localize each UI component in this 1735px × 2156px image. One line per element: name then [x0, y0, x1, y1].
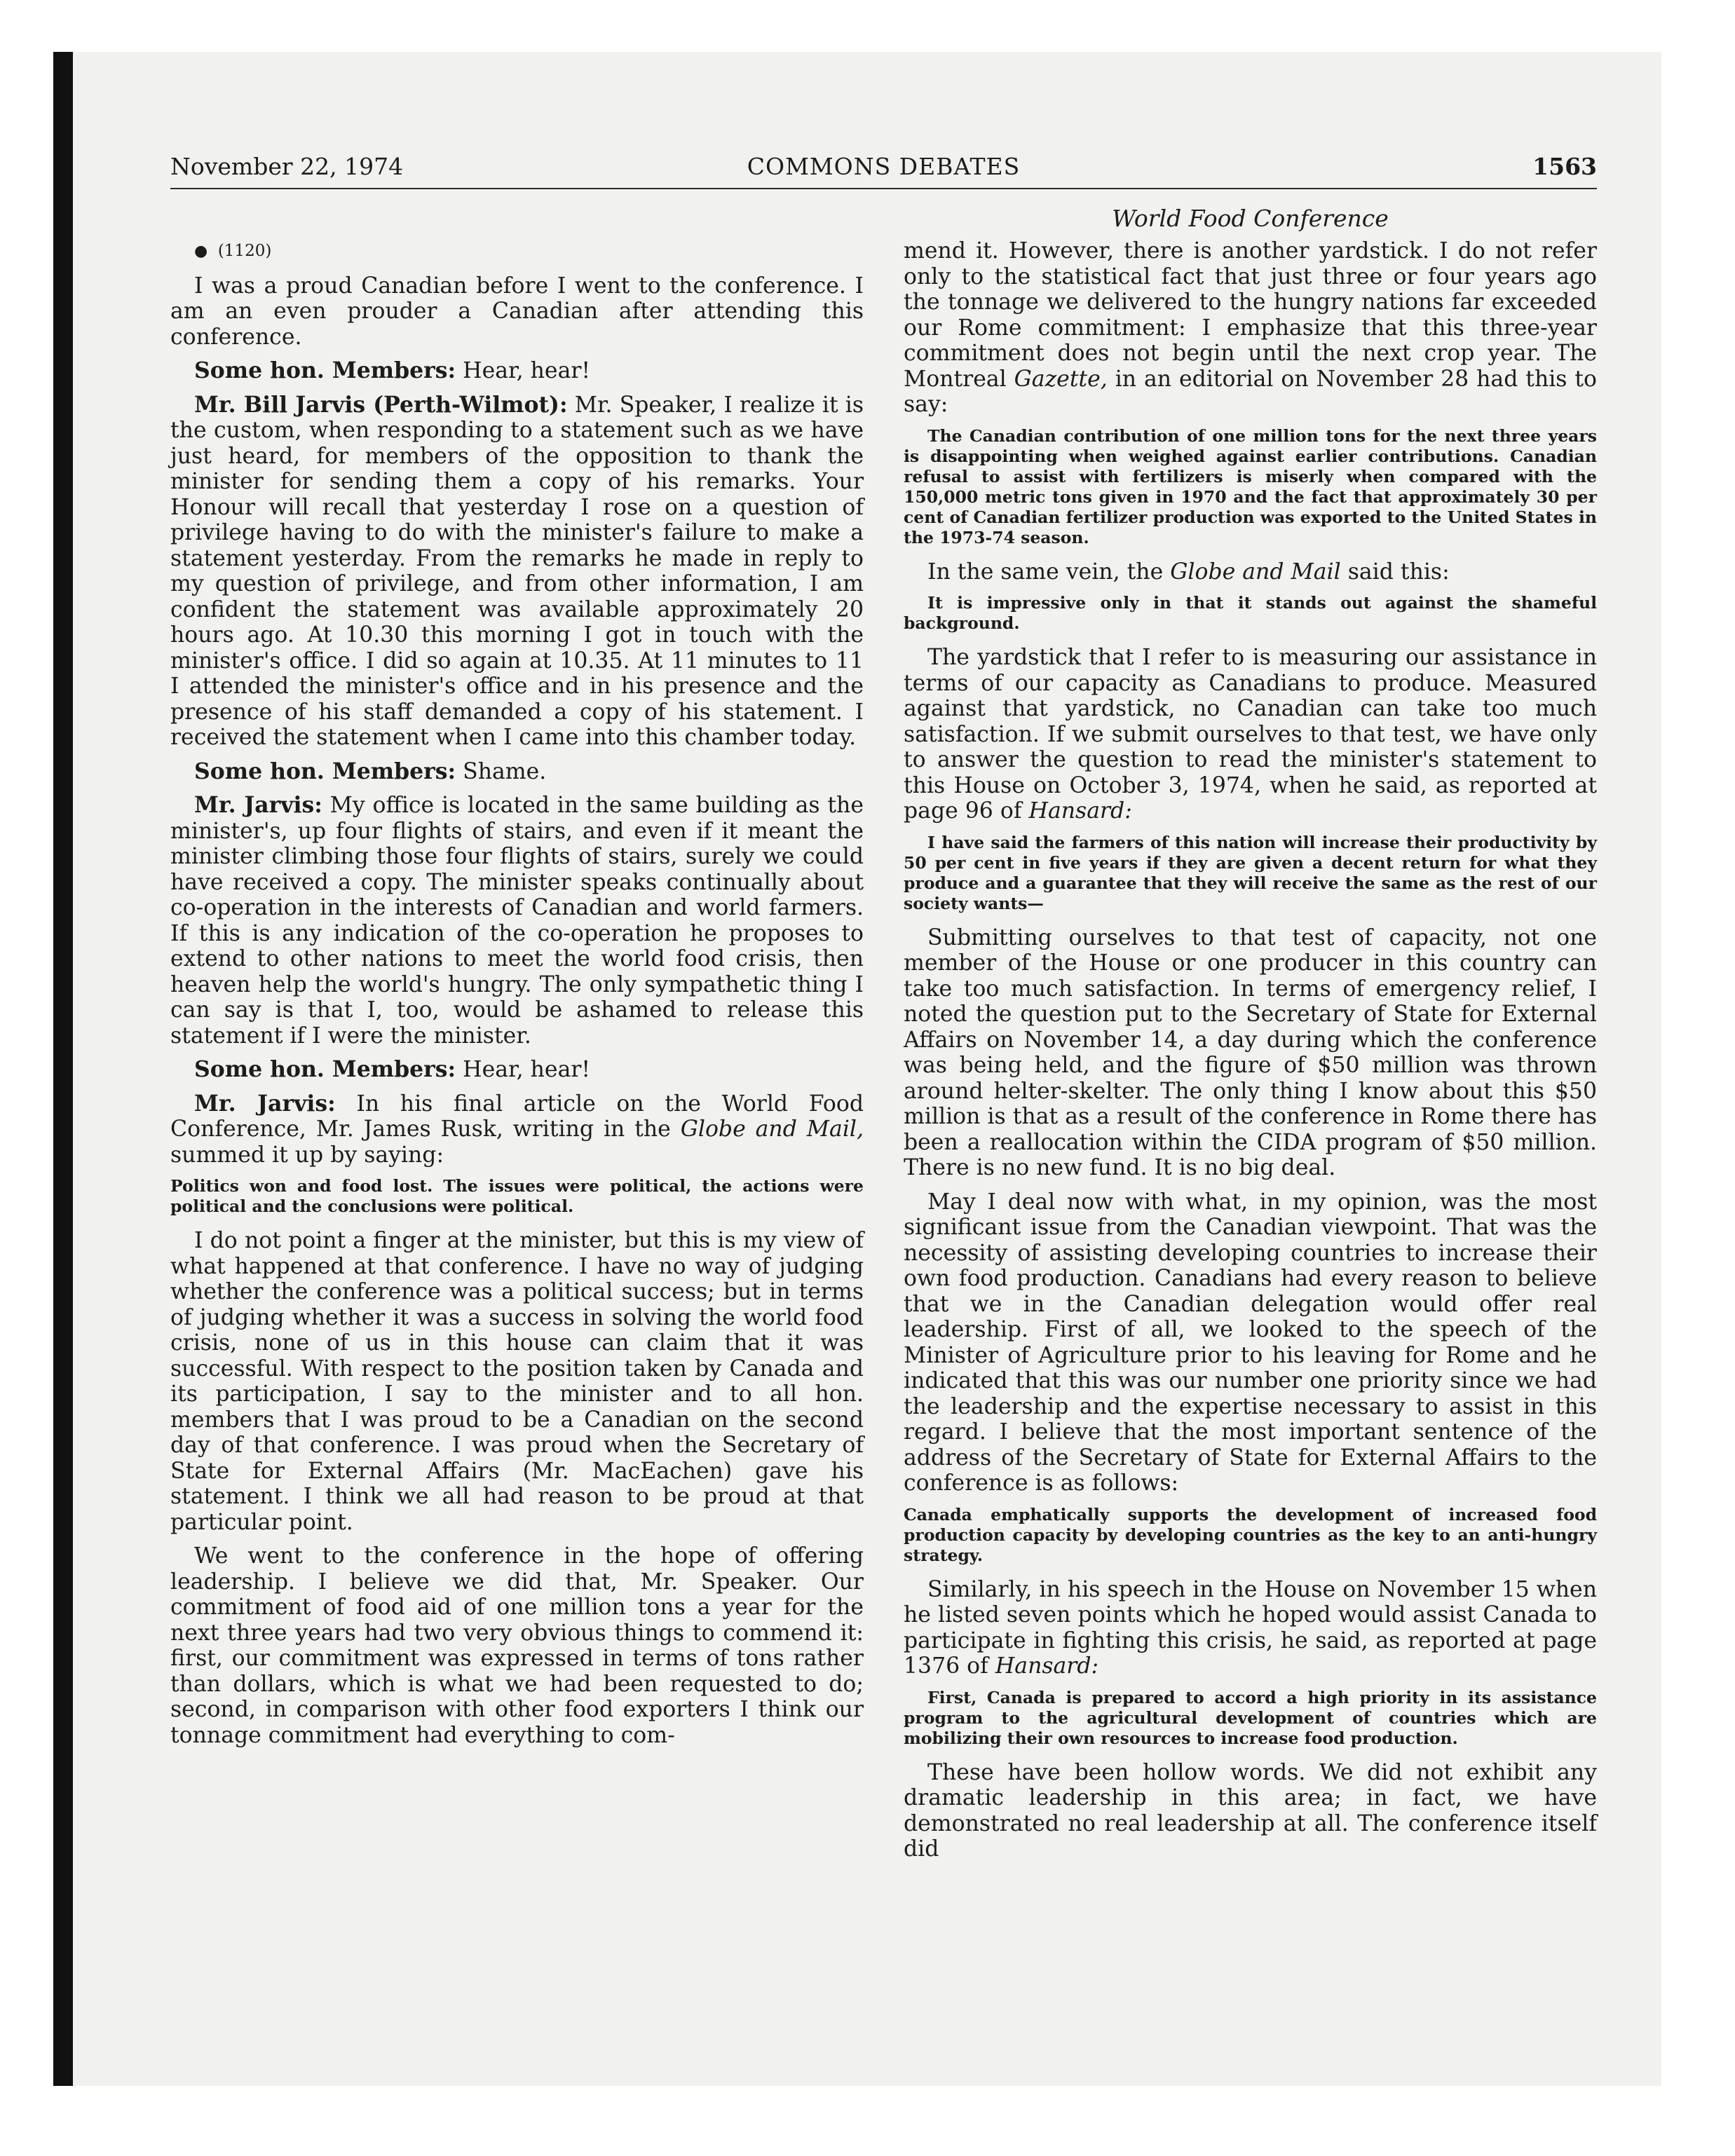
block-quote: I have said the farmers of this nation will increase their productivity by 50 per cent in five years if they are given a decent return for what they produce and a guarantee that they will receive the same as the rest of our society wants—	[904, 832, 1597, 913]
paragraph	[904, 238, 1597, 418]
speech-text: In his final article on the World Food Conference, Mr. James Rusk, writing in the	[170, 1091, 864, 1142]
right-column	[904, 238, 1597, 1871]
paragraph	[170, 358, 864, 384]
paragraph	[170, 1057, 864, 1083]
speech-text: The yardstick that I refer to is measuring our assistance in terms of our capacity as Canadians to produce. Measured against that yardstick, no Canadian can take too much satisfaction. If we submit ourselves to that test, we have only to answer the question to read the minister's statement to this House on October 3, 1974, when he said, as reported at page 96 of	[904, 645, 1597, 824]
speaker-name: Mr. Jarvis:	[194, 792, 322, 818]
subject-heading: World Food Conference	[1112, 205, 1389, 232]
block-quote: Politics won and food lost. The issues were political, the actions were political and the conclusions were political.	[170, 1176, 864, 1216]
paragraph: I do not point a finger at the minister, but this is my view of what happened at that conference. I have no way of judging whether the conference was a political success; but in terms of judging whether it was a success in solving the world food crisis, none of us in this house can claim that it was successful. With respect to the position taken by Canada and its participation, I say to the minister and to all hon. members that I was proud to be a Canadian on the second day of that conference. I was proud when the Secretary of State for External Affairs (Mr. MacEachen) gave his statement. I think we all had reason to be proud at that particular point.	[170, 1228, 864, 1535]
left-column	[170, 238, 864, 1756]
scan-edge-bar	[53, 52, 73, 2086]
speech-text: Mr. Speaker, I realize it is the custom, when responding to a statement such as we have just heard, for members of the opposition to thank the minister for sending them a copy of his remarks. Your Honour will recall that yesterday I rose on a question of privilege having to do with the minister's failure to make a statement yesterday. From the remarks he made in reply to my question of privilege, and from other information, I am confident the statement was available approximately 20 hours ago. At 10.30 this morning I got in touch with the minister's office. I did so again at 10.35. At 11 minutes to 11 I attended the minister's office and in his presence and the presence of his staff demanded a copy of his statement. I received the statement when I came into this chamber today.	[170, 392, 864, 750]
speaker-name: Some hon. Members:	[194, 758, 456, 784]
speaker-name: Mr. Bill Jarvis (Perth-Wilmot):	[194, 391, 568, 418]
paragraph	[170, 1091, 864, 1168]
page-header	[170, 149, 1597, 189]
paragraph: May I deal now with what, in my opinion, was the most significant issue from the Canadian viewpoint. That was the necessity of assisting developing countries to increase their own food production. Canadians had every reason to believe that we in the Canadian delegation would offer real leadership. First of all, we looked to the speech of the Minister of Agriculture prior to his leaving for Rome and he indicated that this was our number one priority since we had the leadership and the expertise necessary to assist in this regard. I believe that the most important sentence of the address of the Secretary of State for External Affairs to the conference is as follows:	[904, 1189, 1597, 1496]
bullet-icon: ●	[194, 243, 208, 260]
speech-text: Hear, hear!	[456, 358, 591, 383]
block-quote: First, Canada is prepared to accord a high priority in its assistance program to the agricultural development of countries which are mobilizing their own resources to increase food production.	[904, 1687, 1597, 1748]
paragraph	[904, 645, 1597, 824]
block-quote: It is impressive only in that it stands out against the shameful background.	[904, 593, 1597, 633]
speech-text: mend it. However, there is another yardstick. I do not refer only to the statistical fact that just three or four years ago the tonnage we delivered to the hungry nations far exceeded our Rome commitment: I emphasize that this three-year commitment does not begin until the next crop year. The Montreal	[904, 238, 1597, 392]
paragraph	[904, 1577, 1597, 1679]
time-marker	[170, 238, 864, 265]
speech-text: Similarly, in his speech in the House on November 15 when he listed seven points which he hoped would assist Canada to participate in fighting this crisis, he said, as reported at page 1376 of	[904, 1576, 1597, 1679]
speech-text: Hear, hear!	[456, 1057, 591, 1082]
paragraph: I was a proud Canadian before I went to the conference. I am an even prouder a Canadian after attending this conference.	[170, 273, 864, 350]
speaker-name: Mr. Jarvis:	[194, 1090, 336, 1117]
paragraph: These have been hollow words. We did not exhibit any dramatic leadership in this area; in fact, we have demonstrated no real leadership at all. The conference itself did	[904, 1759, 1597, 1862]
speaker-name: Some hon. Members:	[194, 1056, 456, 1082]
publication-name: Hansard:	[995, 1653, 1099, 1679]
paragraph: Submitting ourselves to that test of capacity, not one member of the House or one producer in this country can take too much satisfaction. In terms of emergency relief, I noted the question put to the Secretary of State for External Affairs on November 14, a day during which the conference was being held, and the figure of $50 million was thrown around helter-skelter. The only thing I know about this $50 million is that as a result of the conference in Rome there has been a reallocation within the CIDA program of $50 million. There is no new fund. It is no big deal.	[904, 925, 1597, 1180]
speech-text: in an editorial on November 28 had this to say:	[904, 366, 1598, 417]
paragraph	[904, 559, 1597, 585]
speech-text: said this:	[1340, 559, 1450, 585]
header-date: November 22, 1974	[170, 153, 404, 180]
publication-name: Globe and Mail,	[680, 1117, 864, 1142]
publication-name: Globe and Mail	[1170, 559, 1341, 585]
speech-text: My office is located in the same building as the minister's, up four flights of stairs, and even if it meant the minister climbing those four flights of stairs, surely we could have received a copy. The minister speaks continually about co-operation in the interests of Canadian and world farmers. If this is any indication of the co-operation he proposes to extend to other nations to meet the world food crisis, then heaven help the world's hungry. The only sympathetic thing I can say is that I, too, would be ashamed to release this statement if I were the minister.	[170, 793, 864, 1049]
header-page-number: 1563	[1532, 153, 1597, 180]
speech-text: Shame.	[456, 758, 547, 784]
paragraph	[170, 793, 864, 1049]
paragraph: We went to the conference in the hope of offering leadership. I believe we did that, Mr. Speaker. Our commitment of food aid of one million tons a year for the next three years had two very obvious things to commend it: first, our commitment was expressed in terms of tons rather than dollars, which is what we had been requested to do; second, in comparison with other food exporters I think our tonnage commitment had everything to com-	[170, 1543, 864, 1748]
paragraph	[170, 393, 864, 751]
speaker-name: Some hon. Members:	[194, 357, 456, 383]
publication-name: Gazette,	[1014, 366, 1108, 392]
speech-text: summed it up by saying:	[170, 1142, 444, 1168]
speech-text: In the same vein, the	[927, 559, 1171, 585]
paragraph	[170, 759, 864, 785]
publication-name: Hansard:	[1028, 798, 1132, 824]
time-marker-text: (1120)	[217, 242, 272, 260]
header-publication: COMMONS DEBATES	[747, 153, 1021, 180]
block-quote: Canada emphatically supports the development of increased food production capacity by developing countries as the key to an anti-hungry strategy.	[904, 1504, 1597, 1565]
block-quote: The Canadian contribution of one million tons for the next three years is disappointing when weighed against earlier contributions. Canadian refusal to assist with fertilizers is miserly when compared with the 150,000 metric tons given in 1970 and the fact that approximately 30 per cent of Canadian fertilizer production was exported to the United States in the 1973-74 season.	[904, 425, 1597, 547]
